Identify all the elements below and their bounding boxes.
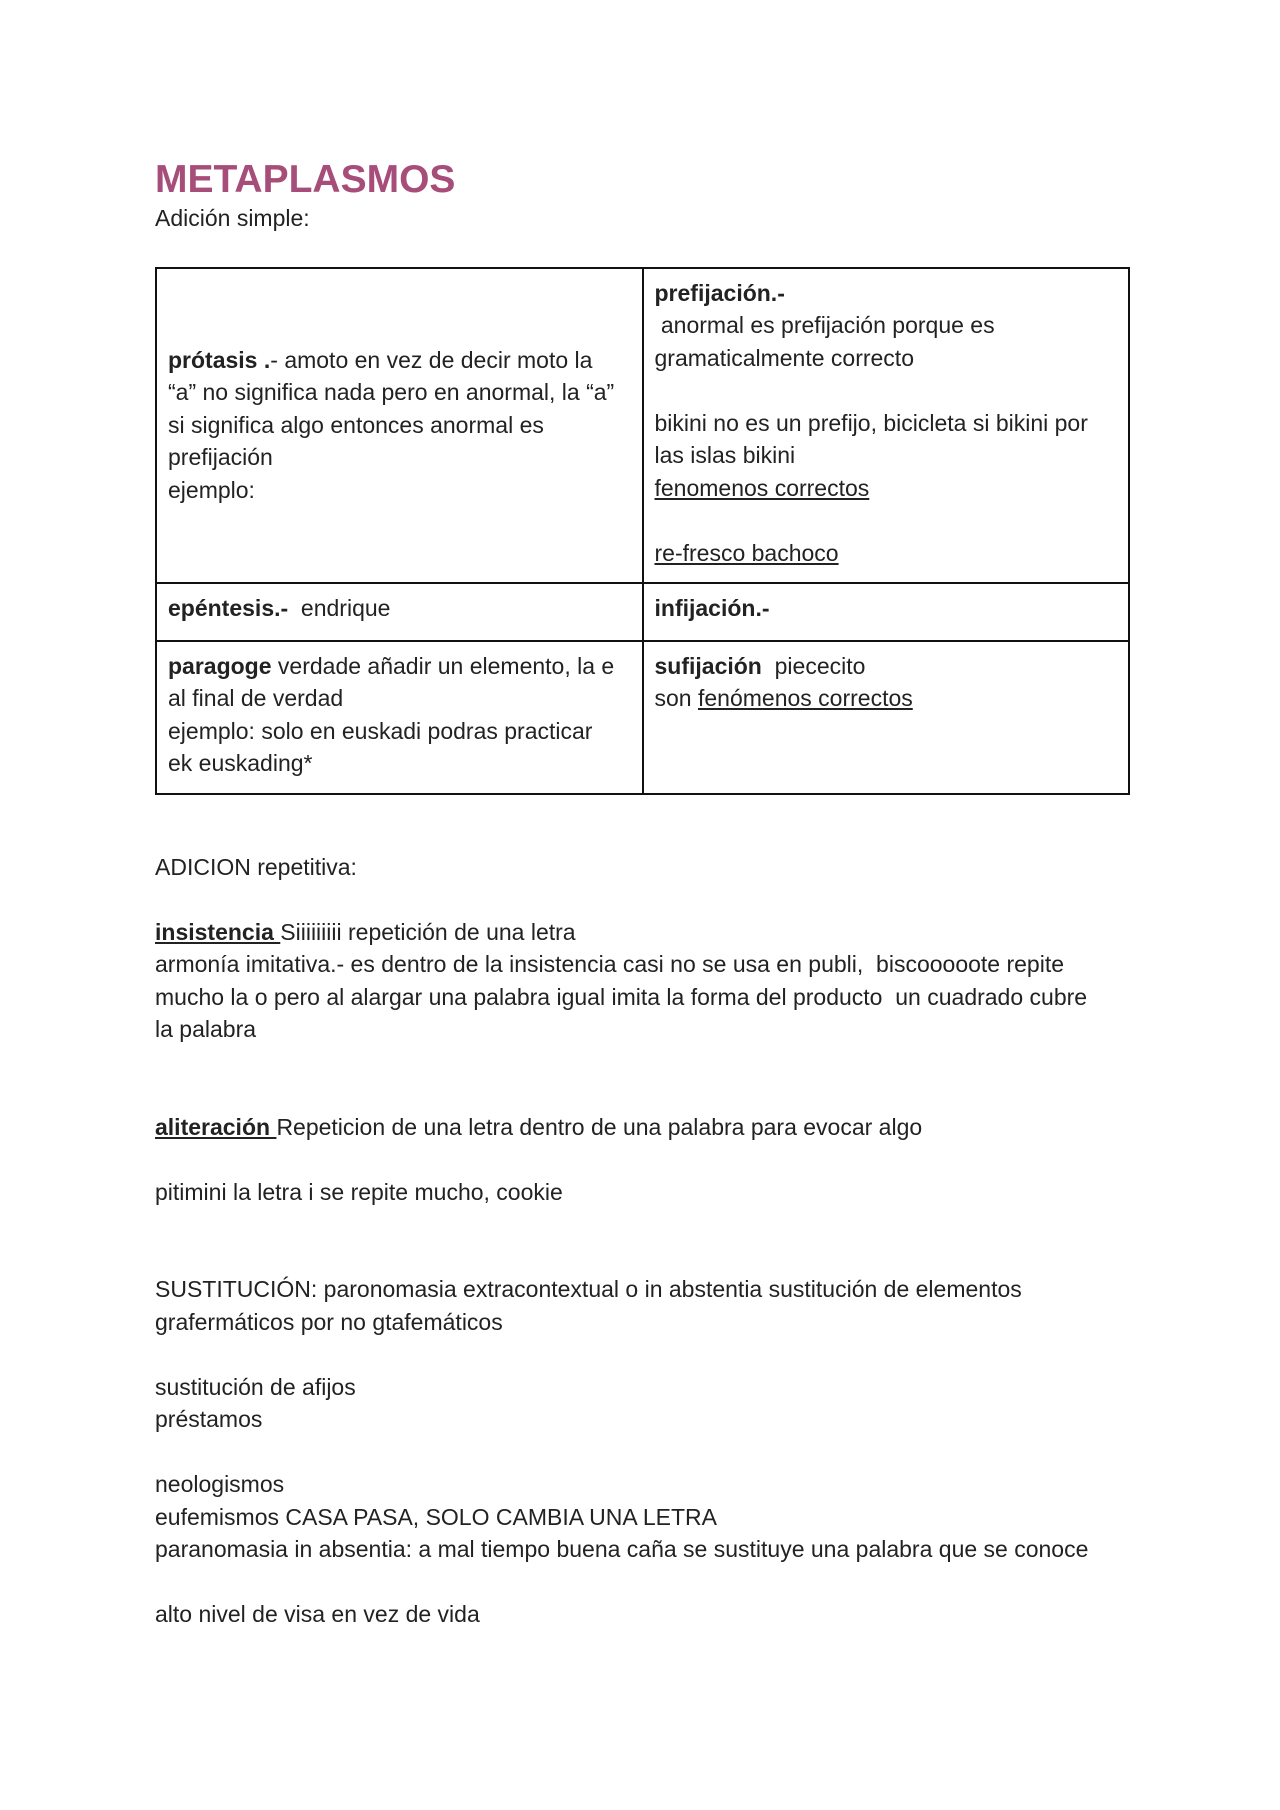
afijos-line: sustitución de afijos — [155, 1373, 356, 1400]
adicion-repetitiva-section — [155, 851, 1130, 1274]
sufijacion-text: piececito — [761, 652, 866, 679]
protasis-line: ejemplo: — [168, 476, 255, 503]
paragoge-line: al final de verdad — [168, 685, 344, 711]
cell-sufijacion — [643, 641, 1130, 794]
refresco-bachoco-link[interactable]: re-fresco bachoco — [654, 539, 839, 566]
cell-prefijacion — [643, 268, 1130, 583]
pitimini-line: pitimini la letra i se repite mucho, cookie — [155, 1178, 563, 1205]
subtitle: Adición simple: — [155, 205, 310, 231]
term-insistencia: insistencia — [155, 918, 281, 945]
document-page — [155, 150, 1130, 1631]
armonia-line: la palabra — [155, 1016, 257, 1042]
term-prefijacion: prefijación.- — [654, 279, 785, 306]
neologismos-line: neologismos — [155, 1471, 285, 1497]
protasis-line: “a” no significa nada pero en anormal, la “a” — [168, 379, 615, 406]
armonia-line: mucho la o pero al alargar una palabra igual imita la forma del producto un cuadrado cubre — [155, 983, 1088, 1010]
armonia-line: armonía imitativa.- es dentro de la insistencia casi no se usa en publi, biscooooote repite — [155, 951, 1065, 977]
sustitucion-section — [155, 1273, 1130, 1631]
protasis-line: si significa algo entonces anormal es — [168, 411, 544, 438]
term-sufijacion: sufijación — [654, 652, 762, 679]
insistencia-text: Siiiiiiiii repetición de una letra — [280, 918, 576, 945]
sustitucion-line: grafermáticos por no gtafemáticos — [155, 1308, 503, 1335]
term-infijacion: infijación.- — [654, 594, 770, 621]
paragoge-line: ek euskading* — [168, 750, 313, 776]
paragoge-text: verdade añadir un elemento, la e — [271, 652, 615, 679]
table-row — [156, 268, 1129, 583]
cell-epentesis — [156, 583, 643, 641]
fenomenos-correctos-link[interactable]: fenomenos correctos — [654, 474, 870, 501]
aliteracion-text: Repeticion de una letra dentro de una palabra para evocar algo — [276, 1113, 923, 1140]
prefijacion-line: gramaticalmente correcto — [654, 344, 914, 371]
section-heading: ADICION repetitiva: — [155, 853, 357, 880]
metaplasmos-table — [155, 267, 1130, 795]
prestamos-line: préstamos — [155, 1406, 263, 1432]
table-row — [156, 583, 1129, 641]
prefijacion-line: bikini no es un prefijo, bicicleta si bikini por — [654, 409, 1088, 436]
sufijacion-prefix: son — [654, 685, 698, 711]
epentesis-text: endrique — [288, 594, 391, 621]
paragoge-line: ejemplo: solo en euskadi podras practicar — [168, 717, 593, 744]
fenomenos-correctos-link-2[interactable]: fenómenos correctos — [697, 685, 913, 711]
sustitucion-line: SUSTITUCIÓN: paronomasia extracontextual o in abstentia sustitución de elementos — [155, 1276, 1022, 1302]
prefijacion-line: las islas bikini — [654, 442, 796, 468]
page-title: METAPLASMOS — [155, 158, 456, 201]
paranomasia-line: paranomasia in absentia: a mal tiempo buena caña se sustituye una palabra que se conoce — [155, 1536, 1089, 1562]
term-paragoge: paragoge — [168, 652, 272, 679]
protasis-text: - amoto en vez de decir moto la — [270, 346, 593, 373]
term-aliteracion: aliteración — [155, 1113, 277, 1140]
table-row — [156, 641, 1129, 794]
protasis-line: prefijación — [168, 444, 273, 471]
alto-nivel-line: alto nivel de visa en vez de vida — [155, 1601, 480, 1627]
cell-infijacion — [643, 583, 1130, 641]
cell-paragoge — [156, 641, 643, 794]
prefijacion-line: anormal es prefijación porque es — [654, 312, 995, 338]
term-epentesis: epéntesis.- — [168, 594, 289, 621]
eufemismos-line: eufemismos CASA PASA, SOLO CAMBIA UNA LETRA — [155, 1503, 717, 1530]
cell-protasis — [156, 268, 643, 583]
term-protasis: prótasis . — [168, 346, 271, 373]
